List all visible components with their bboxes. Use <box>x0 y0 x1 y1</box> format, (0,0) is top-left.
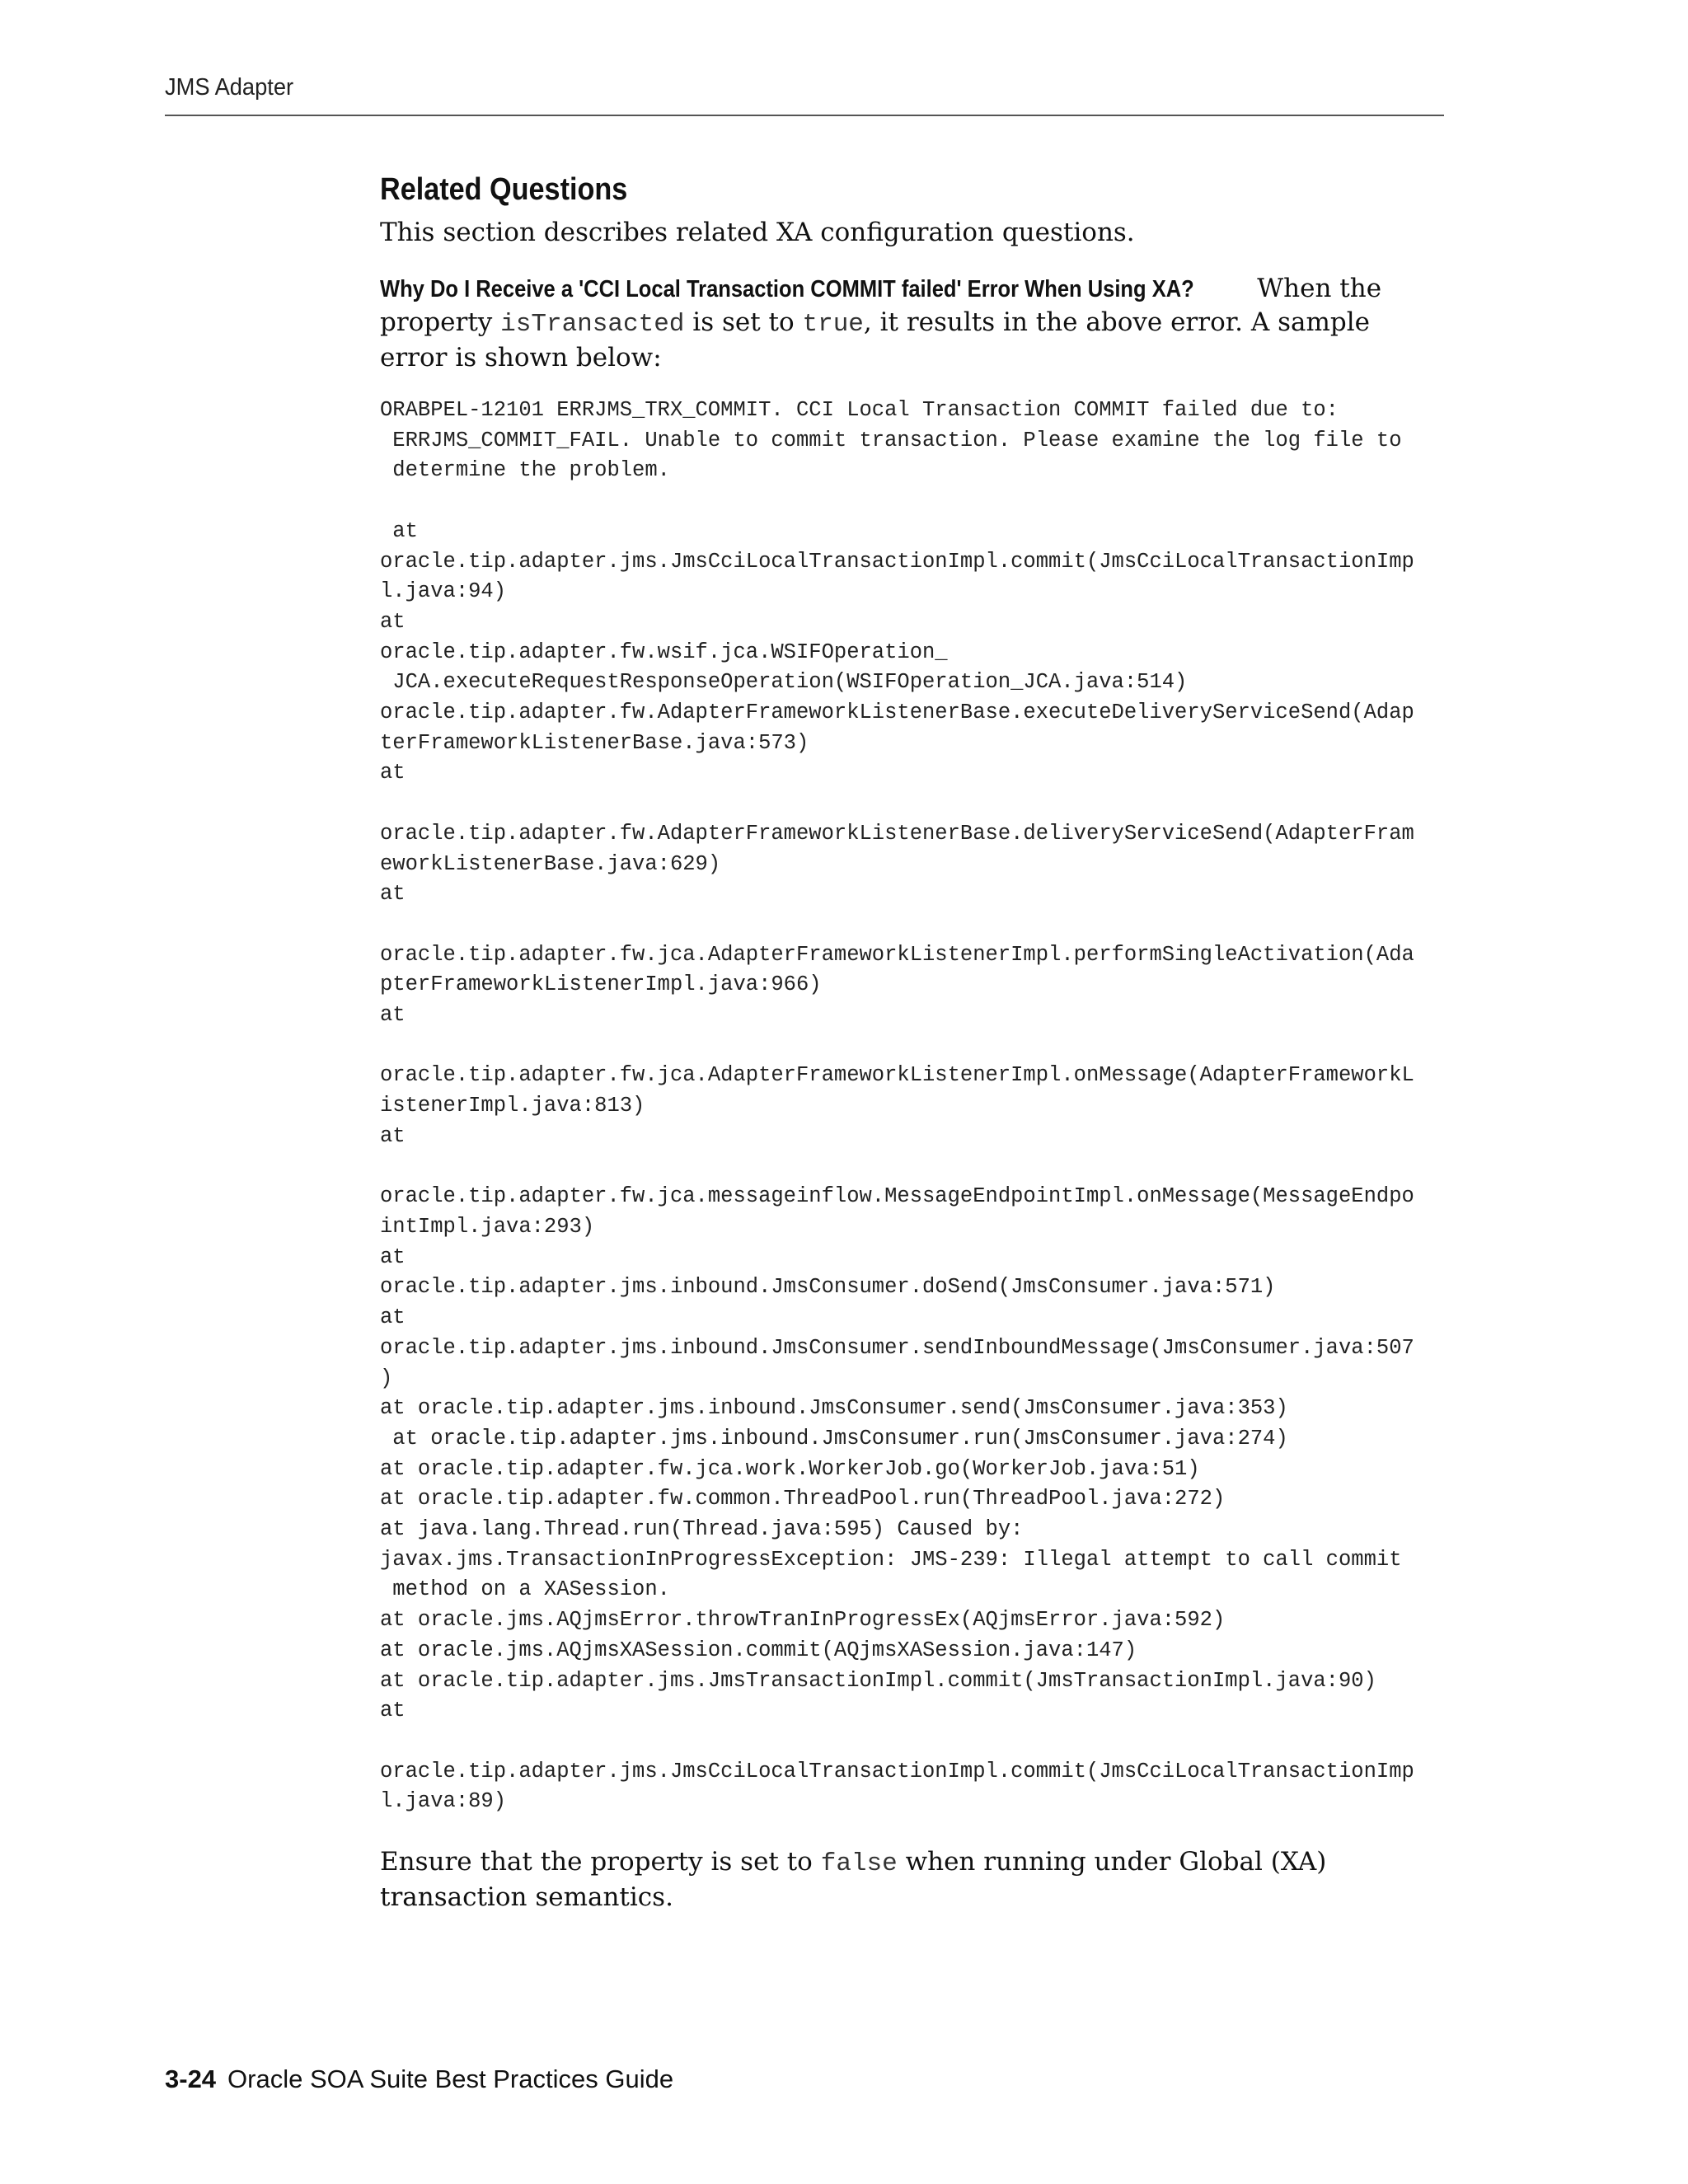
false-value-code: false <box>820 1849 898 1879</box>
question-heading: Why Do I Receive a 'CCI Local Transaction COMMIT failed' Error When Using XA? <box>380 276 1194 302</box>
page-content <box>380 170 1451 1914</box>
conclusion-text-before: Ensure that the property is set to <box>380 1847 821 1877</box>
property-value-code: true <box>802 310 864 339</box>
conclusion-text-after: when running under Global (XA) transaction semantics. <box>380 1847 1327 1913</box>
running-header-title: JMS Adapter <box>165 74 294 101</box>
question-text-middle: is set to <box>684 307 803 337</box>
page-number: 3-24 <box>165 2064 217 2093</box>
page-footer <box>165 2064 673 2094</box>
book-title: Oracle SOA Suite Best Practices Guide <box>227 2064 674 2093</box>
error-stack-trace: ORABPEL-12101 ERRJMS_TRX_COMMIT. CCI Local Transaction COMMIT failed due to: ERRJMS_COMMIT_FAIL. Unable to commit transaction. Please examine the log file to determine the problem. at oracle.tip.adapter.jms.JmsCciLocalTransactionImpl.commit(JmsCciLocalTransactionImp l.java:94) at oracle.tip.adapter.fw.wsif.jca.WSIFOperation_ JCA.executeRequestResponseOperation(WSIFOperation_JCA.java:514) oracle.tip.adapter.fw.AdapterFrameworkListenerBase.executeDeliveryServiceSend(Adap terFrameworkListenerBase.java:573) at oracle.tip.adapter.fw.AdapterFrameworkListenerBase.deliveryServiceSend(AdapterFram eworkListenerBase.java:629) at oracle.tip.adapter.fw.jca.AdapterFrameworkListenerImpl.performSingleActivation(Ada pterFrameworkListenerImpl.java:966) at oracle.tip.adapter.fw.jca.AdapterFrameworkListenerImpl.onMessage(AdapterFrameworkL istenerImpl.java:813) at oracle.tip.adapter.fw.jca.messageinflow.MessageEndpointImpl.onMessage(MessageEndpo intImpl.java:293) at oracle.tip.adapter.jms.inbound.JmsConsumer.doSend(JmsConsumer.java:571) at oracle.tip.adapter.jms.inbound.JmsConsumer.sendInboundMessage(JmsConsumer.java:507 ) at oracle.tip.adapter.jms.inbound.JmsConsumer.send(JmsConsumer.java:353) at oracle.tip.adapter.jms.inbound.JmsConsumer.run(JmsConsumer.java:274) at oracle.tip.adapter.fw.jca.work.WorkerJob.go(WorkerJob.java:51) at oracle.tip.adapter.fw.common.ThreadPool.run(ThreadPool.java:272) at java.lang.Thread.run(Thread.java:595) Caused by: javax.jms.TransactionInProgressException: JMS-239: Illegal attempt to call commit method on a XASession. at oracle.jms.AQjmsError.throwTranInProgressEx(AQjmsError.java:592) at oracle.jms.AQjmsXASession.commit(AQjmsXASession.java:147) at oracle.tip.adapter.jms.JmsTransactionImpl.commit(JmsTransactionImpl.java:90) at oracle.tip.adapter.jms.JmsCciLocalTransactionImpl.commit(JmsCciLocalTransactionImp l.java:89) <box>380 398 1414 1814</box>
question-text-before: When the property <box>380 274 1382 337</box>
section-heading: Related Questions <box>380 172 628 207</box>
section-intro: This section describes related XA configuration questions. <box>380 218 1135 247</box>
conclusion-paragraph <box>380 1845 1439 1914</box>
question-paragraph <box>380 272 1439 374</box>
property-name-code: isTransacted <box>500 310 685 339</box>
header-divider <box>165 115 1444 116</box>
question-text-after: , it results in the above error. A sample error is shown below: <box>380 307 1370 373</box>
